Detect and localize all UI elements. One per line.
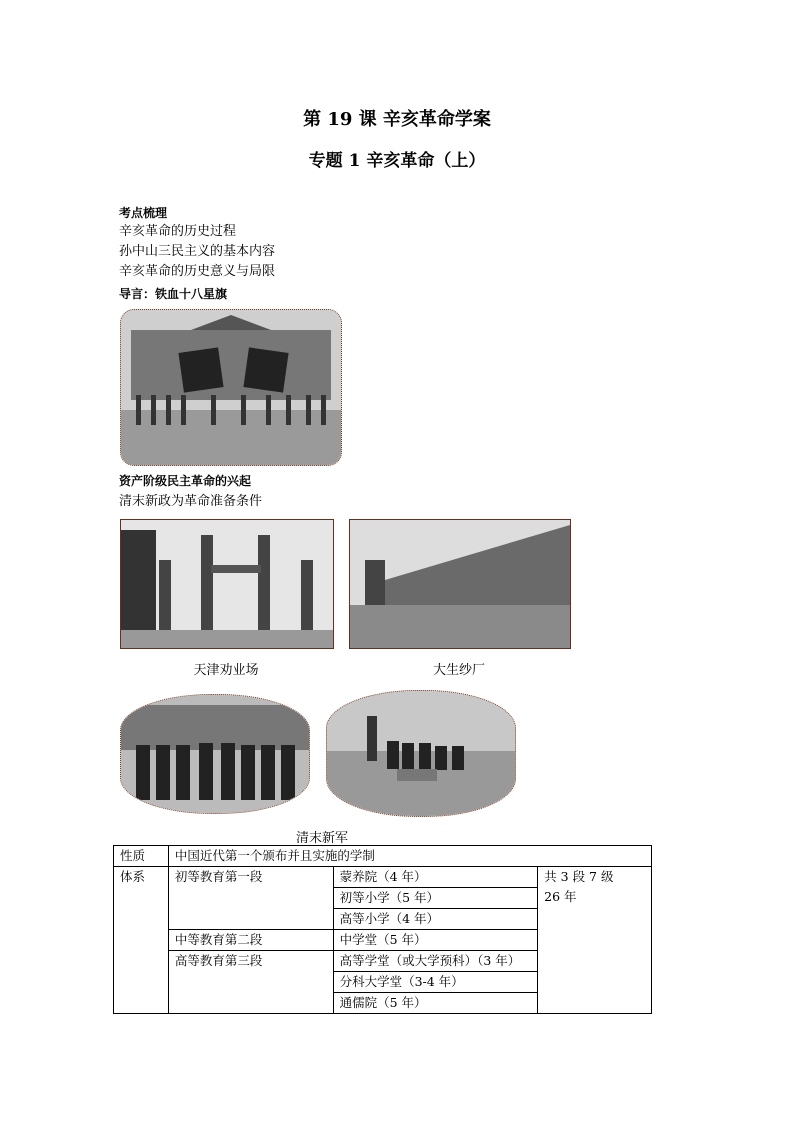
outline-item: 孙中山三民主义的基本内容: [119, 244, 276, 259]
table-cell: 分科大学堂（3-4 年）: [333, 972, 538, 993]
caption-dasheng: 大生纱厂: [432, 663, 485, 678]
artillery-photo: [326, 690, 516, 817]
summary-line: 共 3 段 7 级: [544, 869, 614, 884]
table-cell: [538, 867, 652, 1014]
outline-heading: 考点梳理: [119, 206, 168, 220]
page-subtitle: 专题 1 辛亥革命（上）: [308, 151, 486, 171]
table-cell: 中学堂（5 年）: [333, 930, 538, 951]
table-cell: 中国近代第一个颁布并且实施的学制: [168, 846, 651, 867]
table-cell: 体系: [114, 867, 169, 1014]
table-cell: 蒙养院（4 年）: [333, 867, 538, 888]
flag-photo: [120, 309, 342, 466]
tianjin-photo: [120, 519, 334, 649]
page-title: 第 19 课 辛亥革命学案: [303, 109, 491, 130]
table-cell: 初等小学（5 年）: [333, 888, 538, 909]
table-cell: 高等学堂（或大学预科）（3 年）: [333, 951, 538, 972]
table-cell: 通儒院（5 年）: [333, 993, 538, 1014]
table-cell: 中等教育第二段: [168, 930, 333, 951]
caption-army: 清末新军: [295, 831, 348, 846]
table-cell: 性质: [114, 846, 169, 867]
caption-tianjin: 天津劝业场: [193, 663, 259, 678]
table-cell: 高等教育第三段: [168, 951, 333, 1014]
summary-line: 26 年: [544, 889, 577, 904]
outline-item: 辛亥革命的历史过程: [119, 224, 237, 239]
section-heading: 资产阶级民主革命的兴起: [119, 474, 252, 488]
table-cell: 初等教育第一段: [168, 867, 333, 930]
army-group-photo: [120, 694, 310, 814]
table-row: [114, 846, 652, 867]
section-subheading: 清末新政为革命准备条件: [119, 494, 263, 509]
outline-item: 辛亥革命的历史意义与局限: [119, 264, 276, 279]
table-row: [114, 867, 652, 888]
dasheng-photo: [349, 519, 571, 649]
table-cell: 高等小学（4 年）: [333, 909, 538, 930]
intro-heading: 导言：铁血十八星旗: [119, 287, 228, 301]
school-system-table: [113, 845, 652, 1014]
